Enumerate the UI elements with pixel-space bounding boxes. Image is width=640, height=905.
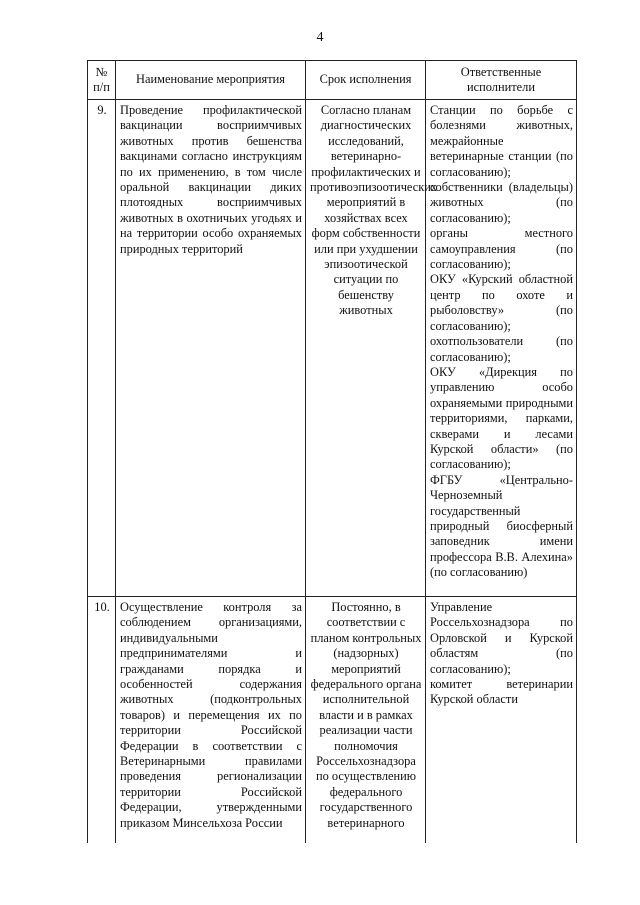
row-number: 10. [88,597,116,844]
event-name: Осуществление контроля за соблюдением организациями, индивидуальными предпринимателями и гражданами порядка и особенностей содержания животных (подконтрольных товаров) и перемещения их по территории Российской Федерации в соответствии с Ветеринарными правилами проведения регионализации территории Российской Федерации, утвержденными приказом Минсельхоза России [116,597,306,844]
responsible-item: органы местного самоуправления (по согласованию); [430,226,577,272]
table-row [88,100,577,597]
responsible-item: ОКУ «Курский областной центр по охоте и рыболовству» (по согласованию); [430,272,577,333]
event-term: Постоянно, в соответствии с планом контрольных (надзорных) мероприятий федерального органа исполнительной власти и в рамках реализации части полномочия Россельхознадзора по осуществлению федерального государственного ветеринарного [306,597,426,844]
responsible-item: Станции по борьбе с болезнями животных, межрайонные ветеринарные станции (по согласованию); [430,103,577,179]
responsible-item: собственники (владельцы) животных (по согласованию); [430,180,577,225]
responsible-item: ОКУ «Дирекция по управлению особо охраняемыми природными территориями, парками, скверами и лесами Курской области» (по согласованию); [430,364,577,472]
header-term: Срок исполнения [306,61,426,100]
event-term: Согласно планам диагностических исследований, ветеринарно-профилактических и противоэпизоотических мероприятий в хозяйствах всех форм собственности или при ухудшении эпизоотической ситуации по бешенству животных [306,100,426,597]
page-number: 4 [316,30,324,45]
responsible-item: Управление Россельхознадзора по Орловской и Курской областям (по согласованию); [430,600,577,676]
header-num: № п/п [88,61,116,100]
events-table [87,60,577,843]
responsible-item: комитет ветеринарии Курской области [430,677,577,707]
event-name: Проведение профилактической вакцинации восприимчивых животных против бешенства вакцинами согласно инструкциям по их применению, в том числе оральной вакцинации диких плотоядных восприимчивых животных в охотничьих угодьях и на территории особо охраняемых природных территорий [116,100,306,597]
table-header-row [88,61,577,100]
responsible-item: охотпользователи (по согласованию); [430,334,577,364]
row-number: 9. [88,100,116,597]
header-name: Наименование мероприятия [116,61,306,100]
responsible-item: ФГБУ «Центрально-Черноземный государственный природный биосферный заповедник имени профессора В.В. Алехина» (по согласованию) [430,472,577,580]
event-responsible [426,100,577,597]
table-row [88,597,577,844]
header-responsible: Ответственные исполнители [426,61,577,100]
event-responsible [426,597,577,844]
